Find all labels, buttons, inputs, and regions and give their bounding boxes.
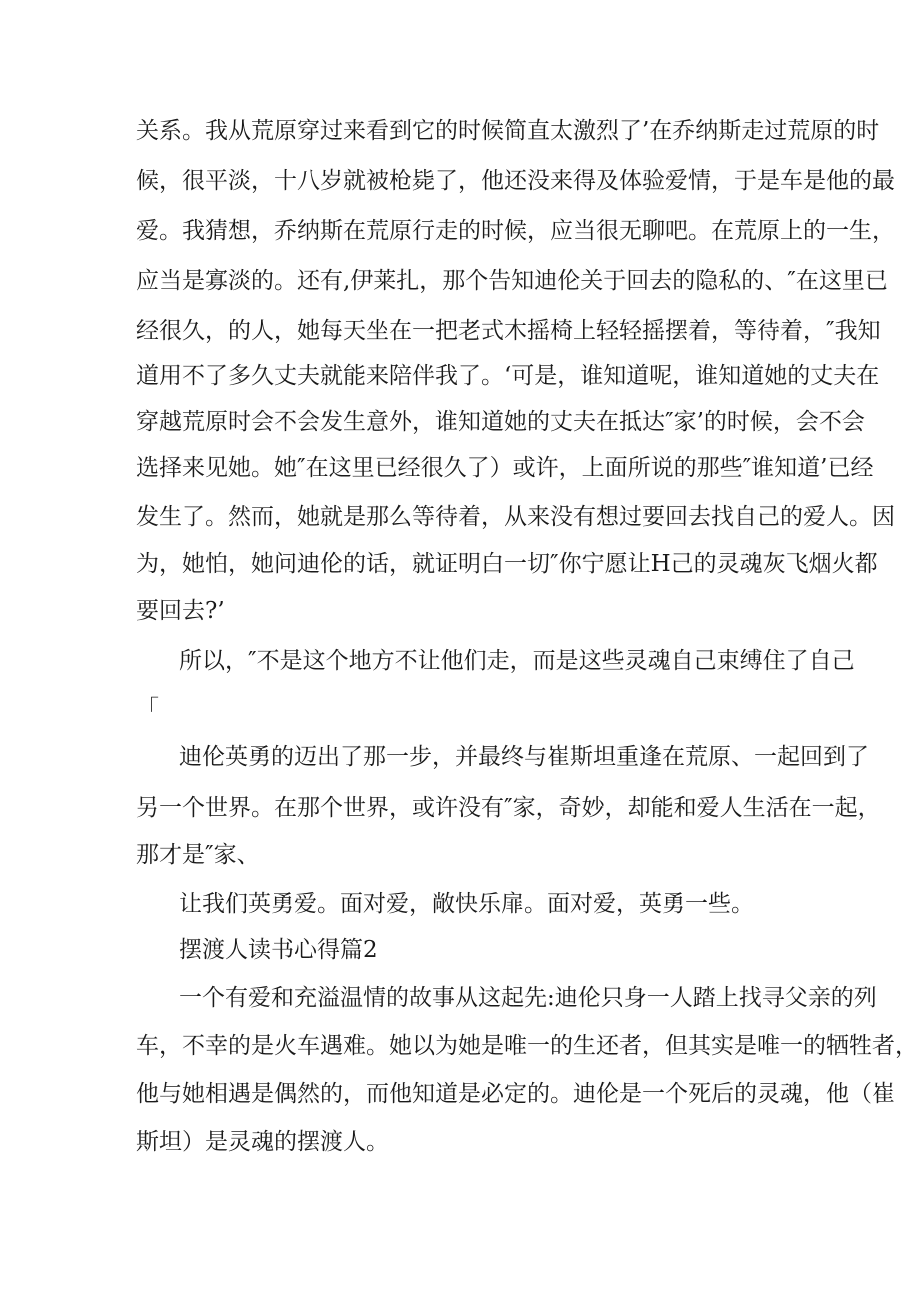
paragraph-line: 道用不了多久丈夫就能来陪伴我了。‘可是，谁知道呢，谁知道她的丈夫在 <box>136 363 880 389</box>
paragraph-line: 斯坦）是灵魂的摆渡人。 <box>136 1129 389 1155</box>
paragraph-line: 爱。我猜想，乔纳斯在荒原行走的时候，应当很无聊吧。在荒原上的一生， <box>136 218 895 244</box>
paragraph-line: 候，很平淡，十八岁就被枪毙了，他还没来得及体验爱情，于是车是他的最 <box>136 168 895 194</box>
paragraph-line: 发生了。然而，她就是那么等待着，从来没有想过要回去找自己的爱人。因 <box>136 504 895 530</box>
paragraph-line: 应当是寡淡的。还有,伊莱扎，那个告知迪伦关于回去的隐私的、″在这里已 <box>136 268 888 294</box>
paragraph-line: 让我们英勇爱。面对爱，敞快乐扉。面对爱，英勇一些。 <box>179 891 754 917</box>
paragraph-line: 那才是″家、 <box>136 842 260 868</box>
paragraph-line: 穿越荒原时会不会发生意外，谁知道她的丈夫在抵达″家’的时候，会不会 <box>136 409 865 435</box>
paragraph-line: 要回去?’ <box>136 598 225 624</box>
paragraph-line: 一个有爱和充溢温情的故事从这起先:迪伦只身一人踏上找寻父亲的列 <box>179 985 877 1011</box>
paragraph-line: 「 <box>136 696 159 722</box>
paragraph-line: 所以，″不是这个地方不让他们走，而是这些灵魂自己束缚住了自己 <box>179 648 855 674</box>
paragraph-line: 迪伦英勇的迈出了那一步，并最终与崔斯坦重逢在荒原、一起回到了 <box>179 744 869 770</box>
paragraph-line: 经很久，的人，她每天坐在一把老式木摇椅上轻轻摇摆着，等待着，″我知 <box>136 318 881 344</box>
paragraph-line: 车，不幸的是火车遇难。她以为她是唯一的生还者，但其实是唯一的牺牲者， <box>136 1033 918 1059</box>
paragraph-line: 选择来见她。她″在这里已经很久了）或许，上面所说的那些″谁知道’已经 <box>136 455 874 481</box>
paragraph-line: 关系。我从荒原穿过来看到它的时候简直太激烈了’在乔纳斯走过荒原的时 <box>136 118 880 144</box>
paragraph-line: 他与她相遇是偶然的，而他知道是必定的。迪伦是一个死后的灵魂，他（崔 <box>136 1081 895 1107</box>
paragraph-line: 另一个世界。在那个世界，或许没有″家，奇妙，却能和爱人生活在一起， <box>136 795 881 821</box>
section-heading: 摆渡人读书心得篇2 <box>179 937 378 963</box>
paragraph-line: 为，她怕，她问迪伦的话，就证明白一切″你宁愿让H己的灵魂灰飞烟火都 <box>136 551 878 577</box>
